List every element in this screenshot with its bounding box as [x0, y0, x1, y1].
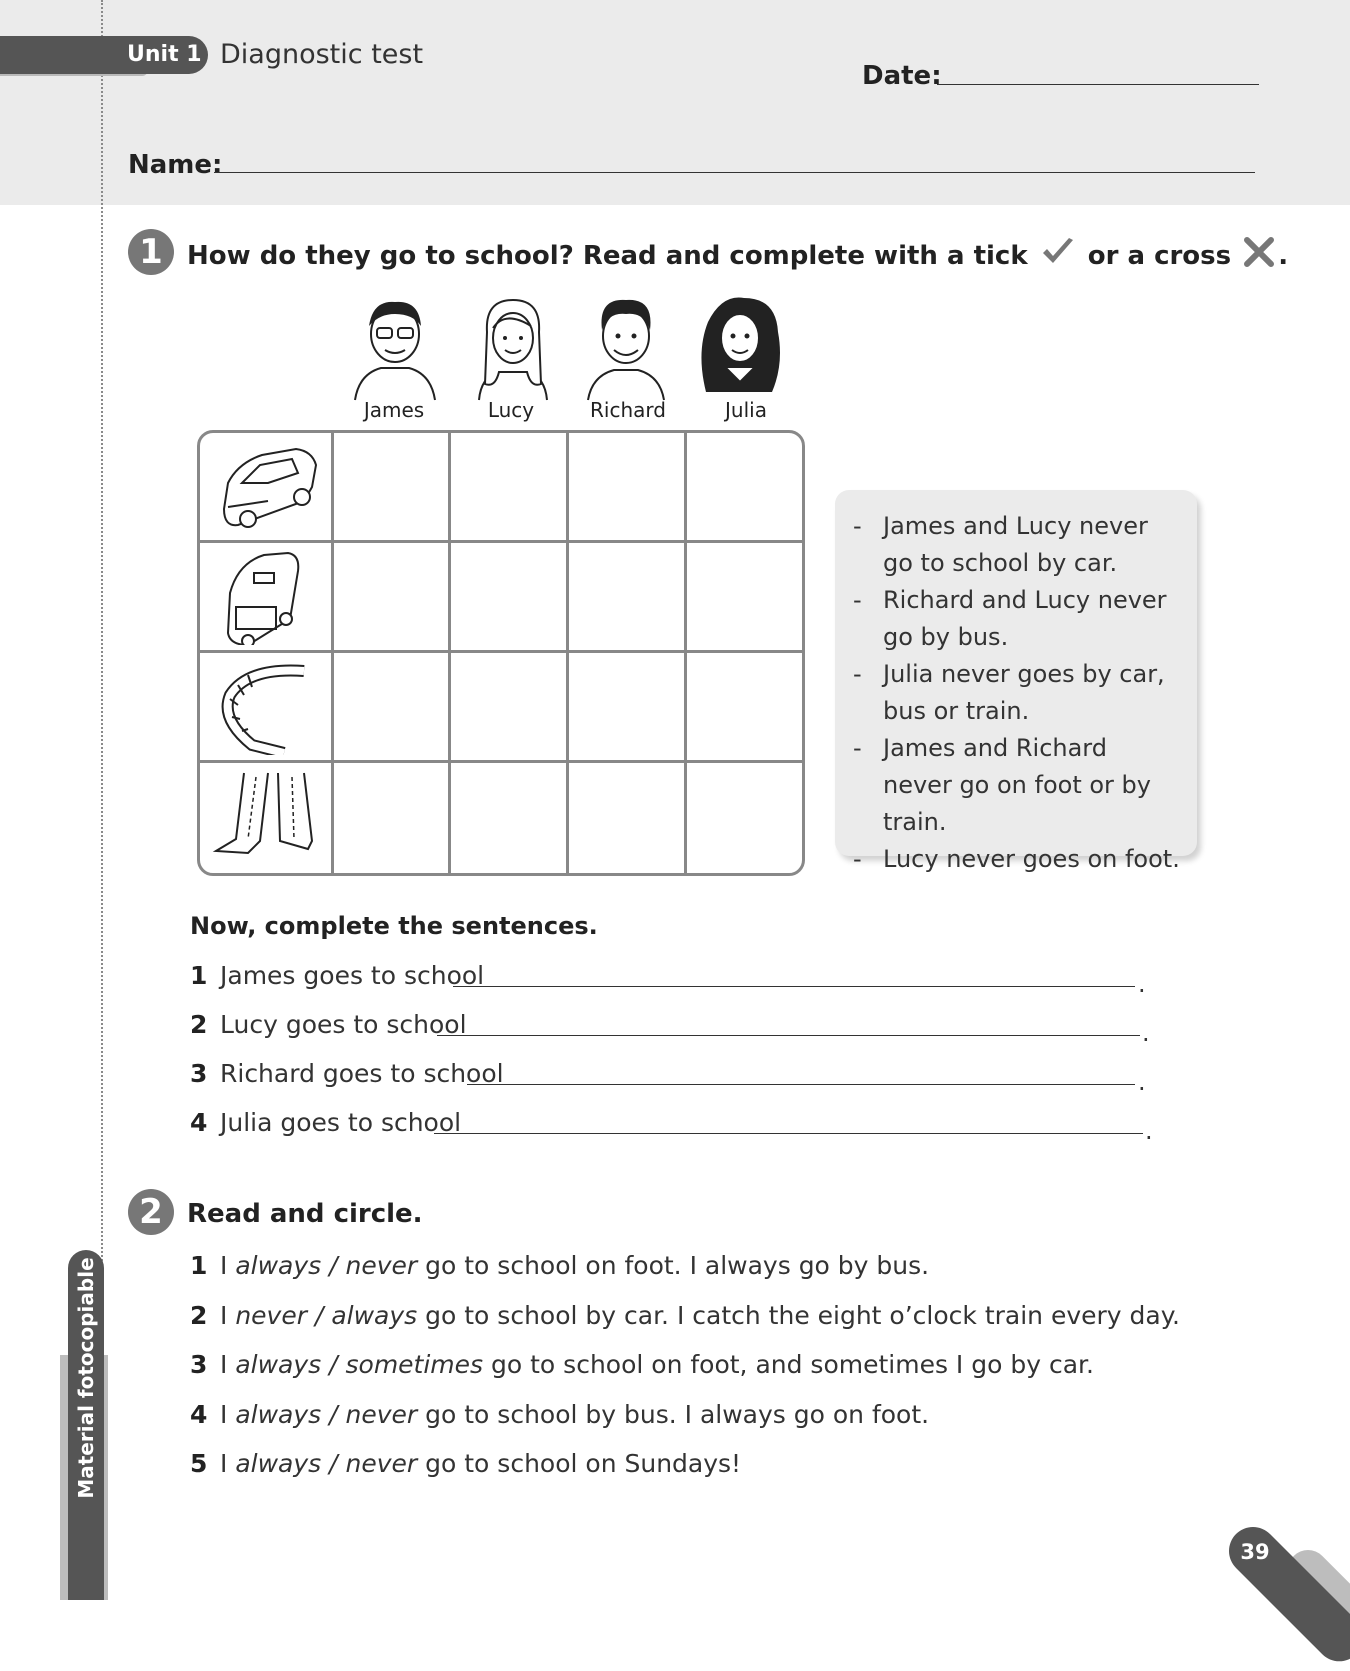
clue-item: - Richard and Lucy never go by bus. [849, 582, 1183, 656]
transport-grid [197, 430, 805, 876]
sentence-number: 4 [190, 1108, 208, 1137]
circle-options[interactable]: never / always [235, 1301, 418, 1330]
train-icon [208, 659, 324, 755]
item-pre: I [220, 1251, 228, 1280]
name-label: Name: [128, 150, 223, 180]
item-number: 3 [190, 1350, 208, 1379]
subheading: Now, complete the sentences. [190, 912, 598, 940]
answer-line-2[interactable] [437, 1035, 1140, 1036]
julia-picture [692, 292, 788, 402]
end-mark: . [1138, 1068, 1146, 1096]
cell-bus-james[interactable] [334, 543, 451, 653]
end-mark: . [1145, 1117, 1153, 1145]
sentence-2 [190, 1009, 467, 1041]
item-post: go to school by car. I catch the eight o’clock train every day. [425, 1301, 1180, 1330]
sentence-number: 1 [190, 961, 208, 990]
circle-options[interactable]: always / never [235, 1251, 418, 1280]
item-number: 1 [190, 1251, 208, 1280]
item-post: go to school by bus. I always go on foot. [425, 1400, 930, 1429]
child-name-james: James [363, 398, 425, 422]
row-foot-icon-cell [200, 763, 334, 873]
child-name-richard: Richard [590, 398, 666, 422]
end-mark: . [1138, 970, 1146, 998]
exercise-2-badge: 2 [128, 1189, 174, 1235]
tick-icon [1041, 237, 1075, 276]
test-title: Diagnostic test [220, 39, 424, 70]
instruction-part-b: or a cross [1087, 241, 1232, 271]
circle-item-1 [190, 1250, 929, 1282]
photocopiable-label: Material fotocopiable [74, 1257, 98, 1499]
item-post: go to school on foot, and sometimes I go by car. [491, 1350, 1094, 1379]
item-pre: I [220, 1301, 228, 1330]
james-picture [347, 292, 443, 402]
sentence-number: 3 [190, 1059, 208, 1088]
circle-options[interactable]: always / never [235, 1400, 418, 1429]
clue-item: - Julia never goes by car, bus or train. [849, 656, 1183, 730]
cell-car-lucy[interactable] [451, 433, 569, 543]
item-number: 4 [190, 1400, 208, 1429]
exercise-2-instruction: Read and circle. [187, 1199, 423, 1229]
cell-bus-julia[interactable] [687, 543, 805, 653]
cell-car-james[interactable] [334, 433, 451, 543]
name-field[interactable] [214, 172, 1255, 173]
cell-bus-lucy[interactable] [451, 543, 569, 653]
end-mark: . [1142, 1019, 1150, 1047]
circle-item-5 [190, 1448, 741, 1480]
circle-item-2 [190, 1300, 1180, 1332]
date-label: Date: [862, 61, 942, 91]
cell-foot-richard[interactable] [569, 763, 687, 873]
exercise-1-badge: 1 [128, 229, 174, 275]
foot-icon [208, 769, 324, 865]
cell-car-richard[interactable] [569, 433, 687, 543]
clues-box [835, 490, 1197, 873]
item-pre: I [220, 1400, 228, 1429]
cell-train-lucy[interactable] [451, 653, 569, 763]
cell-foot-julia[interactable] [687, 763, 805, 873]
sentence-text: Lucy goes to school [220, 1010, 467, 1039]
sentence-text: Julia goes to school [220, 1108, 462, 1137]
sentence-1 [190, 960, 484, 992]
circle-item-4 [190, 1399, 929, 1431]
cell-train-james[interactable] [334, 653, 451, 763]
child-name-julia: Julia [725, 398, 767, 422]
cell-train-richard[interactable] [569, 653, 687, 763]
row-car-icon-cell [200, 433, 334, 543]
exercise-1-instruction [187, 237, 1288, 276]
richard-picture [578, 292, 674, 402]
item-pre: I [220, 1449, 228, 1478]
cell-foot-james[interactable] [334, 763, 451, 873]
cell-foot-lucy[interactable] [451, 763, 569, 873]
sentence-text: Richard goes to school [220, 1059, 504, 1088]
row-bus-icon-cell [200, 543, 334, 653]
cell-car-julia[interactable] [687, 433, 805, 543]
item-number: 5 [190, 1449, 208, 1478]
row-train-icon-cell [200, 653, 334, 763]
item-post: go to school on foot. I always go by bus. [425, 1251, 930, 1280]
circle-options[interactable]: always / sometimes [235, 1350, 484, 1379]
cell-bus-richard[interactable] [569, 543, 687, 653]
clue-item: - James and Lucy never go to school by car. [849, 508, 1183, 582]
clue-item: - Lucy never goes on foot. [849, 841, 1183, 878]
item-pre: I [220, 1350, 228, 1379]
page-number: 39 [1240, 1540, 1270, 1564]
item-post: go to school on Sundays! [425, 1449, 742, 1478]
bus-icon [208, 549, 324, 645]
instruction-part-c: . [1278, 241, 1289, 271]
answer-line-4[interactable] [434, 1133, 1143, 1134]
sentence-3 [190, 1058, 504, 1090]
child-name-lucy: Lucy [487, 398, 535, 422]
cell-train-julia[interactable] [687, 653, 805, 763]
answer-line-3[interactable] [467, 1084, 1135, 1085]
item-number: 2 [190, 1301, 208, 1330]
sentence-4 [190, 1107, 461, 1139]
cross-icon [1244, 237, 1274, 276]
circle-options[interactable]: always / never [235, 1449, 418, 1478]
circle-item-3 [190, 1349, 1094, 1381]
sentence-text: James goes to school [220, 961, 485, 990]
clue-item: - James and Richard never go on foot or by train. [849, 730, 1183, 841]
answer-line-1[interactable] [453, 986, 1135, 987]
lucy-picture [465, 292, 561, 402]
instruction-part-a: How do they go to school? Read and complete with a tick [187, 241, 1028, 271]
sentence-number: 2 [190, 1010, 208, 1039]
date-field[interactable] [937, 84, 1259, 85]
unit-label: Unit 1 [127, 42, 202, 67]
car-icon [208, 439, 324, 535]
